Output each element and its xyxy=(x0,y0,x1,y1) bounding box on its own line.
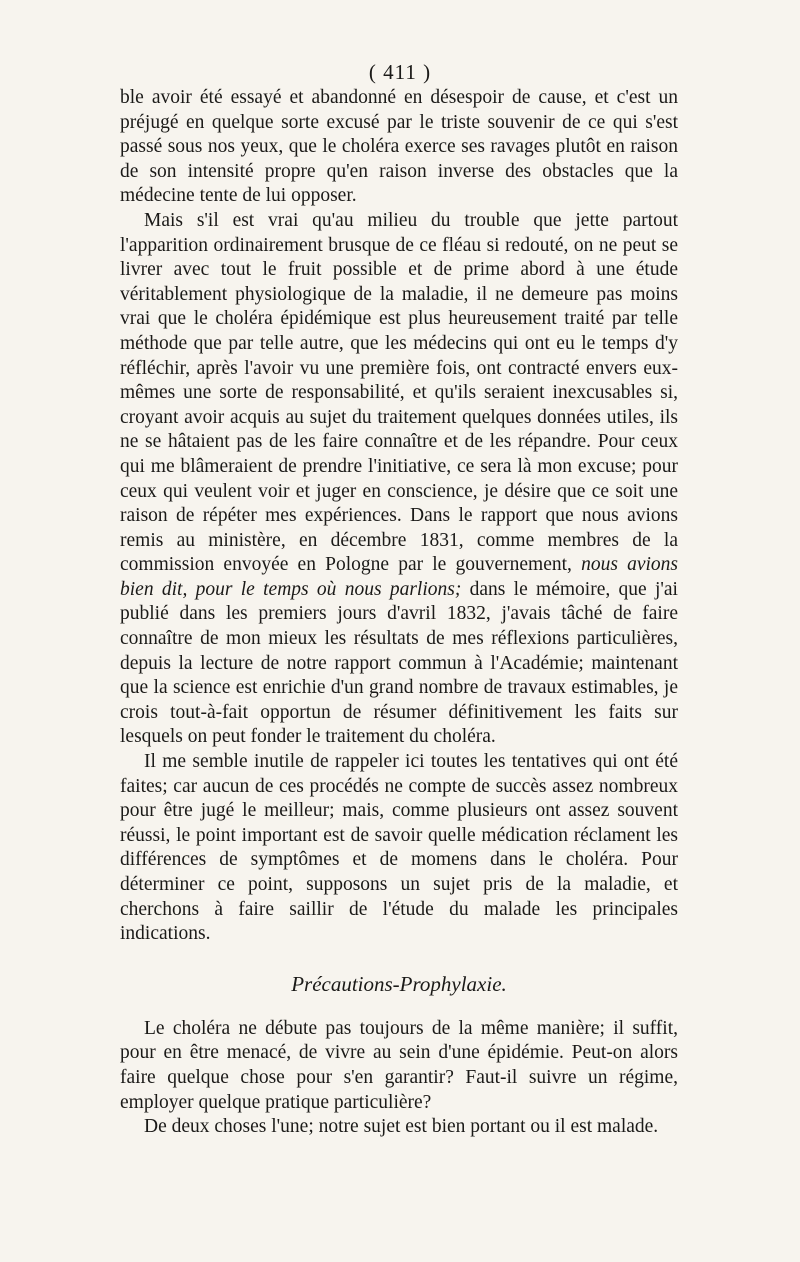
paragraph-2-text-b: dans le mémoire, que j'ai publié dans les premiers jours d'avril 1832, j'avais tâché de faire connaître de mon mieux les résultats de mes réflexions particulières, depuis la lecture de notre rapport commun à l'Académie; maintenant que la science est enrichie d'un grand nombre de travaux estimables, je crois tout-à-fait opportun de résumer définitivement les faits sur lesquels on peut fonder le traitement du choléra. xyxy=(120,578,678,748)
paragraph-2-italic-quote: nous avions bien dit, pour le temps où nous parlions; xyxy=(120,554,679,600)
paragraph-4: Le choléra ne débute pas toujours de la même manière; il suffit, pour en être menacé, de vivre au sein d'une épidémie. Peut-on alors faire quelque chose pour s'en garantir? Faut-il suivre un régime, employer quelque pratique particulière? xyxy=(120,1017,678,1113)
body-text xyxy=(120,86,678,1140)
paragraph-3: Il me semble inutile de rappeler ici toutes les tentatives qui ont été faites; car aucun de ces procédés ne compte de succès assez nombreux pour être jugé le meilleur; mais, comme plusieurs ont assez souvent réussi, le point important est de savoir quelle médication réclament les différences de symptômes et de momens dans le choléra. Pour déterminer ce point, supposons un sujet pris de la maladie, et cherchons à faire saillir de l'étude du malade les principales indications. xyxy=(120,751,678,945)
paragraph-5: De deux choses l'une; notre sujet est bien portant ou il est malade. xyxy=(144,1116,659,1138)
paragraph-1: ble avoir été essayé et abandonné en désespoir de cause, et c'est un préjugé en quelque sorte excusé par le triste souvenir de ce qui s'est passé sous nos yeux, que le choléra exerce ses ravages plutôt en raison de son intensité propre qu'en raison inverse des obstacles que la médecine tente de lui opposer. xyxy=(120,87,678,207)
paragraph-2 xyxy=(120,209,678,750)
paragraph-2-text-a: Mais s'il est vrai qu'au milieu du trouble que jette partout l'apparition ordinairement brusque de ce fléau si redouté, on ne peut se livrer avec tout le fruit possible et de prime abord à une étude véritablement physiologique de la maladie, il ne demeure pas moins vrai que le choléra épidémique est plus heureusement traité par telle méthode que par telle autre, que les médecins qui ont eu le temps d'y réfléchir, après l'avoir vu une première fois, ont contracté envers eux-mêmes une sorte de responsabilité, et qu'ils seraient inexcusables si, croyant avoir acquis au sujet du traitement quelques données utiles, ils ne se hâtaient pas de les faire connaître et de les répandre. Pour ceux qui me blâmeraient de prendre l'initiative, ce sera là mon excuse; pour ceux qui veulent voir et juger en conscience, je désire que ce soit une raison de répéter mes expériences. Dans le rapport que nous avions remis au ministère, en décembre 1831, comme membres de la commission envoyée en Pologne par le gouvernement, xyxy=(120,209,678,576)
section-heading: Précautions-Prophylaxie. xyxy=(291,971,507,996)
page-number: ( 411 ) xyxy=(368,60,432,84)
